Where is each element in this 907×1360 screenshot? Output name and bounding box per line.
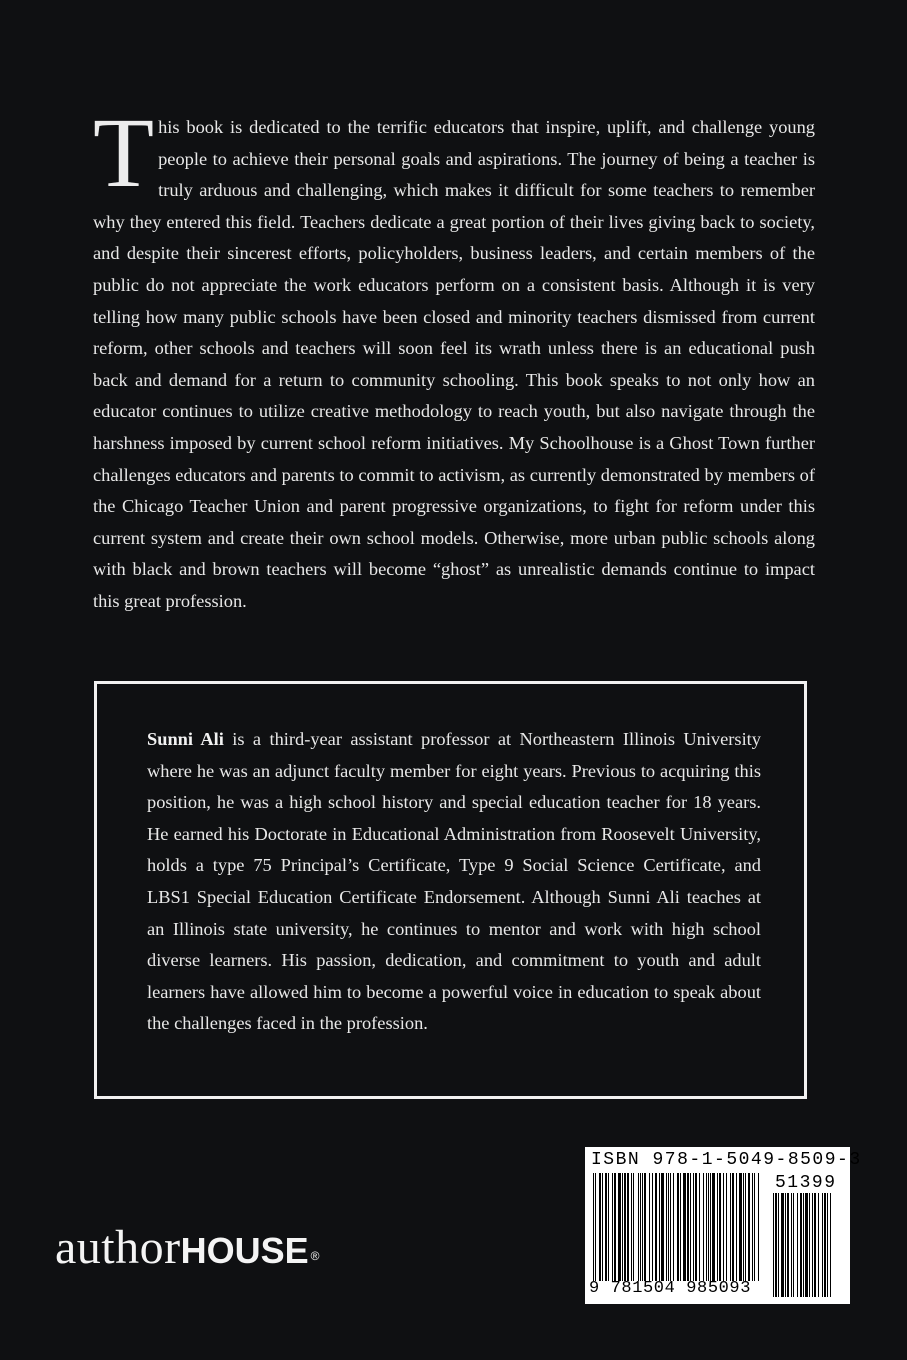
barcode-bar [723, 1173, 724, 1281]
addon-barcode-bars [773, 1193, 843, 1297]
barcode-bar [652, 1173, 653, 1281]
barcode-bar [805, 1193, 808, 1297]
barcode-bar [745, 1173, 746, 1281]
barcode-bar [710, 1173, 711, 1281]
barcode-bar [624, 1173, 626, 1281]
barcode-bar [631, 1173, 632, 1281]
barcode-bar [695, 1173, 697, 1281]
barcode-bar [791, 1193, 792, 1297]
barcode-bar [793, 1193, 794, 1297]
ean-barcode-bars [593, 1173, 759, 1281]
author-bio-paragraph [147, 724, 761, 1040]
barcode-bar [812, 1193, 813, 1297]
barcode-bar [719, 1173, 721, 1281]
publisher-logo [55, 1218, 320, 1281]
barcode-bar [824, 1193, 826, 1297]
barcode-bar [668, 1173, 669, 1281]
barcode-bar [752, 1173, 753, 1281]
author-bio-box [94, 681, 807, 1099]
barcode-bar [754, 1173, 755, 1281]
barcode-bar [773, 1193, 774, 1297]
barcode-bar [633, 1173, 634, 1281]
barcode-bar [644, 1173, 646, 1281]
barcode-bar [640, 1173, 641, 1281]
barcode-bar [661, 1173, 664, 1281]
barcode-bar [670, 1173, 671, 1281]
barcode-bar [614, 1173, 616, 1281]
barcode-bar [732, 1173, 734, 1281]
barcode-bar [612, 1173, 613, 1281]
ean-digits: 9 781504 985093 [589, 1279, 752, 1298]
barcode-bar [673, 1173, 674, 1281]
drop-cap: T [93, 97, 155, 208]
barcode-bar [693, 1173, 694, 1281]
registered-mark: ® [310, 1249, 320, 1263]
barcode-bar [677, 1173, 679, 1281]
barcode-bar [706, 1173, 707, 1281]
author-bio-text: is a third-year assistant professor at Northeastern Illinois University where he was an adjunct faculty member for eight years. Previous to acquiring this position, he was a high school history and special education teacher for 18 years. He earned his Doctorate in Educational Administration from Roosevelt University, holds a type 75 Principal’s Certificate, Type 9 Social Science Certificate, and LBS1 Special Education Certificate Endorsement. Although Sunni Ali teaches at an Illinois state university, he continues to mentor and work with high school diverse learners. His passion, dedication, and commitment to youth and adult learners have allowed him to become a powerful voice in education to speak about the challenges faced in the profession. [147, 729, 761, 1034]
barcode-bar [712, 1173, 715, 1281]
author-name: Sunni Ali [147, 729, 224, 749]
barcode-bar [680, 1173, 681, 1281]
barcode-bar [736, 1173, 737, 1281]
barcode-bar [803, 1193, 804, 1297]
barcode-bar [814, 1193, 816, 1297]
barcode-bar [642, 1173, 643, 1281]
barcode-bar [708, 1173, 709, 1281]
barcode-addon-number: 51399 [775, 1173, 837, 1193]
barcode-bar [758, 1173, 759, 1281]
barcode-bar [818, 1193, 819, 1297]
barcode-bar [699, 1173, 700, 1281]
barcode-bar [703, 1173, 704, 1281]
barcode-bar [627, 1173, 629, 1281]
dedication-paragraph [93, 97, 815, 618]
barcode-bar [797, 1193, 798, 1297]
publisher-logo-part2: HOUSE [180, 1230, 309, 1271]
barcode-bar [781, 1193, 784, 1297]
barcode-bar [649, 1173, 650, 1281]
barcode-bar [778, 1193, 779, 1297]
barcode-bar [717, 1173, 718, 1281]
barcode-bar [618, 1173, 621, 1281]
barcode-bar [595, 1173, 596, 1281]
barcode-bar [599, 1173, 601, 1281]
barcode-bar [726, 1173, 727, 1281]
barcode-bar [608, 1173, 609, 1281]
barcode-bar [748, 1173, 750, 1281]
barcode-bar [622, 1173, 623, 1281]
barcode-bar [602, 1173, 603, 1281]
barcode-bar [830, 1193, 831, 1297]
isbn-label: ISBN 978-1-5049-8509-3 [591, 1150, 862, 1170]
publisher-logo-part1: author [55, 1221, 181, 1274]
barcode-bar [739, 1173, 742, 1281]
barcode-bar [775, 1193, 777, 1297]
barcode-bar [605, 1173, 607, 1281]
barcode-bar [800, 1193, 802, 1297]
barcode-bar [743, 1173, 744, 1281]
barcode-bar [593, 1173, 594, 1281]
barcode-bar [822, 1193, 823, 1297]
barcode-bar [787, 1193, 789, 1297]
barcode-bar [666, 1173, 667, 1281]
barcode-bar [827, 1193, 828, 1297]
barcode-bar [809, 1193, 810, 1297]
barcode-bar [655, 1173, 657, 1281]
isbn-barcode [585, 1147, 862, 1304]
barcode-bar [785, 1193, 786, 1297]
dedication-text: his book is dedicated to the terrific educators that inspire, uplift, and challenge young people to achieve their personal goals and aspirations. The journey of being a teacher is truly arduous and challenging, which makes it difficult for some teachers to remember why they entered this field. Teachers dedicate a great portion of their lives giving back to society, and despite their sincerest efforts, policyholders, business leaders, and certain members of the public do not appreciate the work educators perform on a consistent basis. Although it is very telling how many public schools have been closed and minority teachers dismissed from current reform, other schools and teachers will soon feel its wrath unless there is an educational push back and demand for a return to community schooling. This book speaks to not only how an educator continues to utilize creative methodology to reach youth, but also navigate through the harshness imposed by current school reform initiatives. My Schoolhouse is a Ghost Town further challenges educators and parents to commit to activism, as currently demonstrated by members of the Chicago Teacher Union and parent progressive organizations, to fight for reform under this current system and create their own school models. Otherwise, more urban public schools along with black and brown teachers will become “ghost” as unrealistic demands continue to impact this great profession. [93, 117, 815, 611]
barcode-bar [690, 1173, 691, 1281]
barcode-bar [683, 1173, 686, 1281]
barcode-bar [730, 1173, 731, 1281]
barcode-bar [638, 1173, 639, 1281]
barcode-bar [659, 1173, 660, 1281]
barcode-bar [687, 1173, 689, 1281]
